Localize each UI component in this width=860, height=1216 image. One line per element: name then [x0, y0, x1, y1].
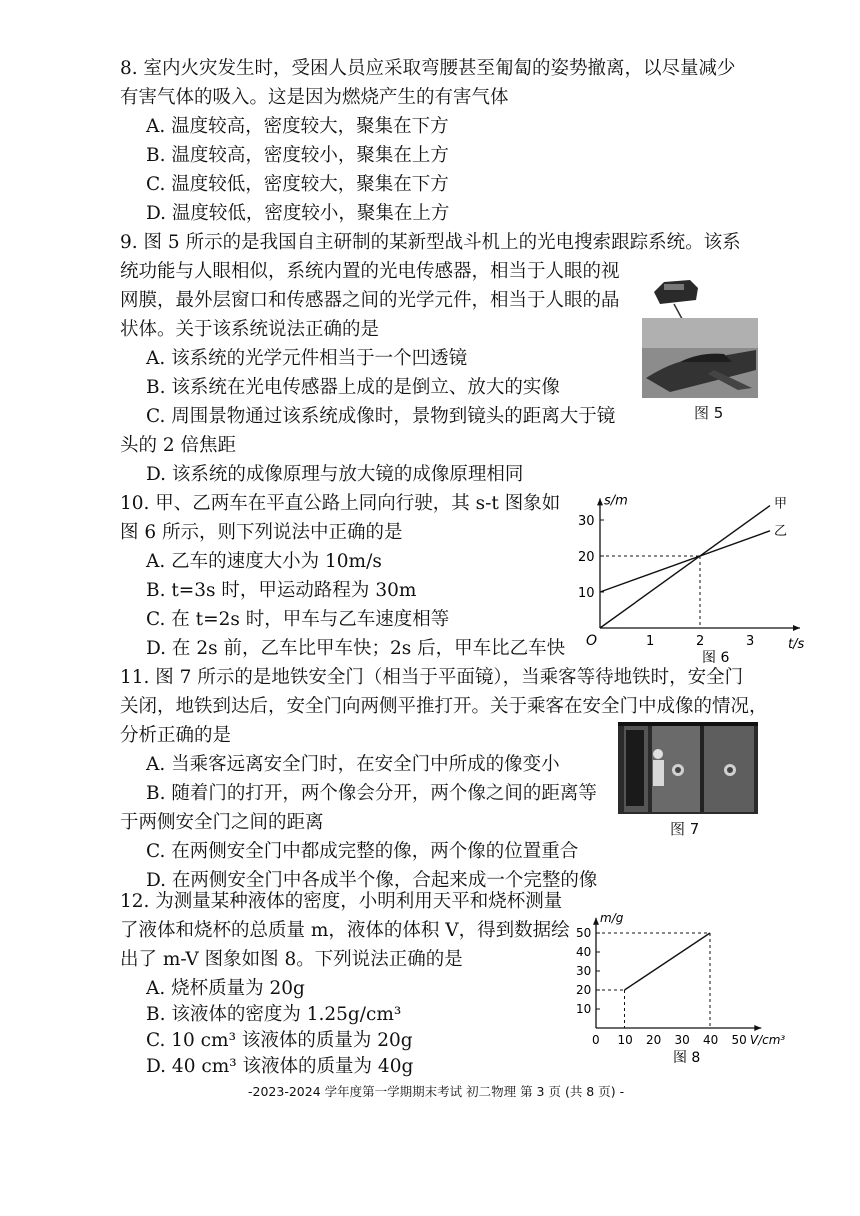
y-tick-label: 40 — [576, 945, 592, 959]
x-tick-label: 30 — [674, 1033, 690, 1047]
q8-stem-line2: 有害气体的吸入。这是因为燃烧产生的有害气体 — [120, 87, 509, 108]
series-line-jia — [600, 506, 770, 628]
figure6-caption: 图 6 — [702, 650, 730, 666]
q9-option-d: D. 该系统的成像原理与放大镜的成像原理相同 — [146, 464, 524, 485]
q9-option-c-line2: 头的 2 倍焦距 — [120, 435, 237, 456]
x-axis-label: V/cm³ — [749, 1033, 786, 1047]
q9-option-a: A. 该系统的光学元件相当于一个凹透镜 — [146, 348, 468, 369]
y-tick-label: 10 — [576, 1002, 592, 1016]
q12-option-b: B. 该液体的密度为 1.25g/cm³ — [146, 1004, 402, 1025]
page-footer: -2023-2024 学年度第一学期期末考试 初二物理 第 3 页 (共 8 页) - — [248, 1084, 625, 1099]
x-tick-label: 50 — [731, 1033, 747, 1047]
origin-label: O — [586, 633, 598, 649]
x-axis-arrow — [754, 1025, 761, 1031]
q9-stem-line4: 状体。关于该系统说法正确的是 — [120, 319, 380, 340]
x-axis-arrow — [793, 625, 800, 631]
q10-option-c: C. 在 t=2s 时，甲车与乙车速度相等 — [146, 609, 450, 630]
x-axis-label: t/s — [788, 637, 805, 652]
q10-option-a: A. 乙车的速度大小为 10m/s — [146, 551, 382, 572]
figure7-subway-door-photo — [618, 722, 758, 814]
x-tick-label: 2 — [696, 634, 705, 649]
q9-stem-line3: 网膜，最外层窗口和传感器之间的光学元件，相当于人眼的晶 — [120, 290, 620, 311]
y-tick-label: 50 — [576, 926, 592, 940]
x-tick-label: 40 — [703, 1033, 719, 1047]
q8-option-b: B. 温度较高，密度较小，聚集在上方 — [146, 145, 449, 166]
q12-option-a: A. 烧杯质量为 20g — [146, 978, 305, 999]
y-tick-label: 10 — [578, 586, 595, 601]
q10-option-d: D. 在 2s 前，乙车比甲车快；2s 后，甲车比乙车快 — [146, 638, 566, 659]
q10-stem-line2: 图 6 所示，则下列说法中正确的是 — [120, 522, 403, 543]
y-tick-label: 30 — [576, 964, 592, 978]
q10-option-b: B. t=3s 时，甲运动路程为 30m — [146, 580, 417, 601]
series-label-yi: 乙 — [774, 523, 788, 539]
q10-stem-line1: 10. 甲、乙两车在平直公路上同向行驶，其 s-t 图象如 — [120, 493, 561, 514]
y-axis-arrow — [597, 498, 603, 505]
figure5-caption: 图 5 — [694, 404, 724, 422]
q11-option-b-line2: 于两侧安全门之间的距离 — [120, 812, 324, 833]
x-tick-label: 1 — [646, 634, 655, 649]
q11-option-b-line1: B. 随着门的打开，两个像会分开，两个像之间的距离等 — [146, 783, 597, 804]
q12-stem-line2: 了液体和烧杯的总质量 m，液体的体积 V，得到数据绘 — [120, 920, 570, 941]
q9-option-b: B. 该系统在光电传感器上成的是倒立、放大的实像 — [146, 377, 560, 398]
q8-option-a: A. 温度较高，密度较大，聚集在下方 — [146, 116, 449, 137]
q8-stem-line1: 8. 室内火灾发生时，受困人员应采取弯腰甚至匍匐的姿势撤离，以尽量减少 — [120, 58, 736, 79]
q11-option-a: A. 当乘客远离安全门时，在安全门中所成的像变小 — [146, 754, 560, 775]
q11-stem-line1: 11. 图 7 所示的是地铁安全门（相当于平面镜），当乘客等待地铁时，安全门 — [120, 667, 744, 688]
series-line-yi — [600, 531, 770, 592]
x-tick-label: 3 — [746, 634, 755, 649]
q9-stem-line2: 统功能与人眼相似，系统内置的光电传感器，相当于人眼的视 — [120, 261, 620, 282]
y-tick-label: 20 — [576, 983, 592, 997]
x-tick-label: 20 — [646, 1033, 662, 1047]
q11-option-c: C. 在两侧安全门中都成完整的像，两个像的位置重合 — [146, 841, 579, 862]
q8-option-c: C. 温度较低，密度较大，聚集在下方 — [146, 174, 449, 195]
q9-stem-line1: 9. 图 5 所示的是我国自主研制的某新型战斗机上的光电搜索跟踪系统。该系 — [120, 232, 741, 253]
figure8-caption: 图 8 — [672, 1050, 701, 1066]
y-axis-arrow — [593, 918, 599, 925]
y-tick-label: 30 — [578, 514, 595, 529]
y-axis-label: s/m — [604, 493, 628, 509]
figure5-jet-photo — [640, 270, 758, 398]
series-label-jia: 甲 — [774, 496, 788, 512]
q12-stem-line3: 出了 m-V 图象如图 8。下列说法正确的是 — [120, 949, 463, 970]
x-tick-label: 10 — [617, 1033, 633, 1047]
y-axis-label: m/g — [600, 910, 624, 925]
q8-option-d: D. 温度较低，密度较小，聚集在上方 — [146, 203, 450, 224]
q12-stem-line1: 12. 为测量某种液体的密度，小明利用天平和烧杯测量 — [120, 891, 563, 912]
q11-stem-line2: 关闭，地铁到达后，安全门向两侧平推打开。关于乘客在安全门中成像的情况， — [120, 696, 768, 717]
y-tick-label: 20 — [578, 550, 595, 565]
q12-option-c: C. 10 cm³ 该液体的质量为 20g — [146, 1030, 413, 1051]
q9-option-c-line1: C. 周围景物通过该系统成像时，景物到镜头的距离大于镜 — [146, 406, 616, 427]
x-tick-label: 0 — [592, 1033, 600, 1047]
series-line — [625, 933, 711, 990]
q11-option-d: D. 在两侧安全门中各成半个像，合起来成一个完整的像 — [146, 870, 598, 891]
figure6-s-t-chart — [570, 490, 805, 666]
q11-stem-line3: 分析正确的是 — [120, 725, 232, 746]
q12-option-d: D. 40 cm³ 该液体的质量为 40g — [146, 1056, 414, 1077]
figure7-caption: 图 7 — [670, 820, 700, 838]
figure8-m-v-chart — [560, 910, 790, 1070]
